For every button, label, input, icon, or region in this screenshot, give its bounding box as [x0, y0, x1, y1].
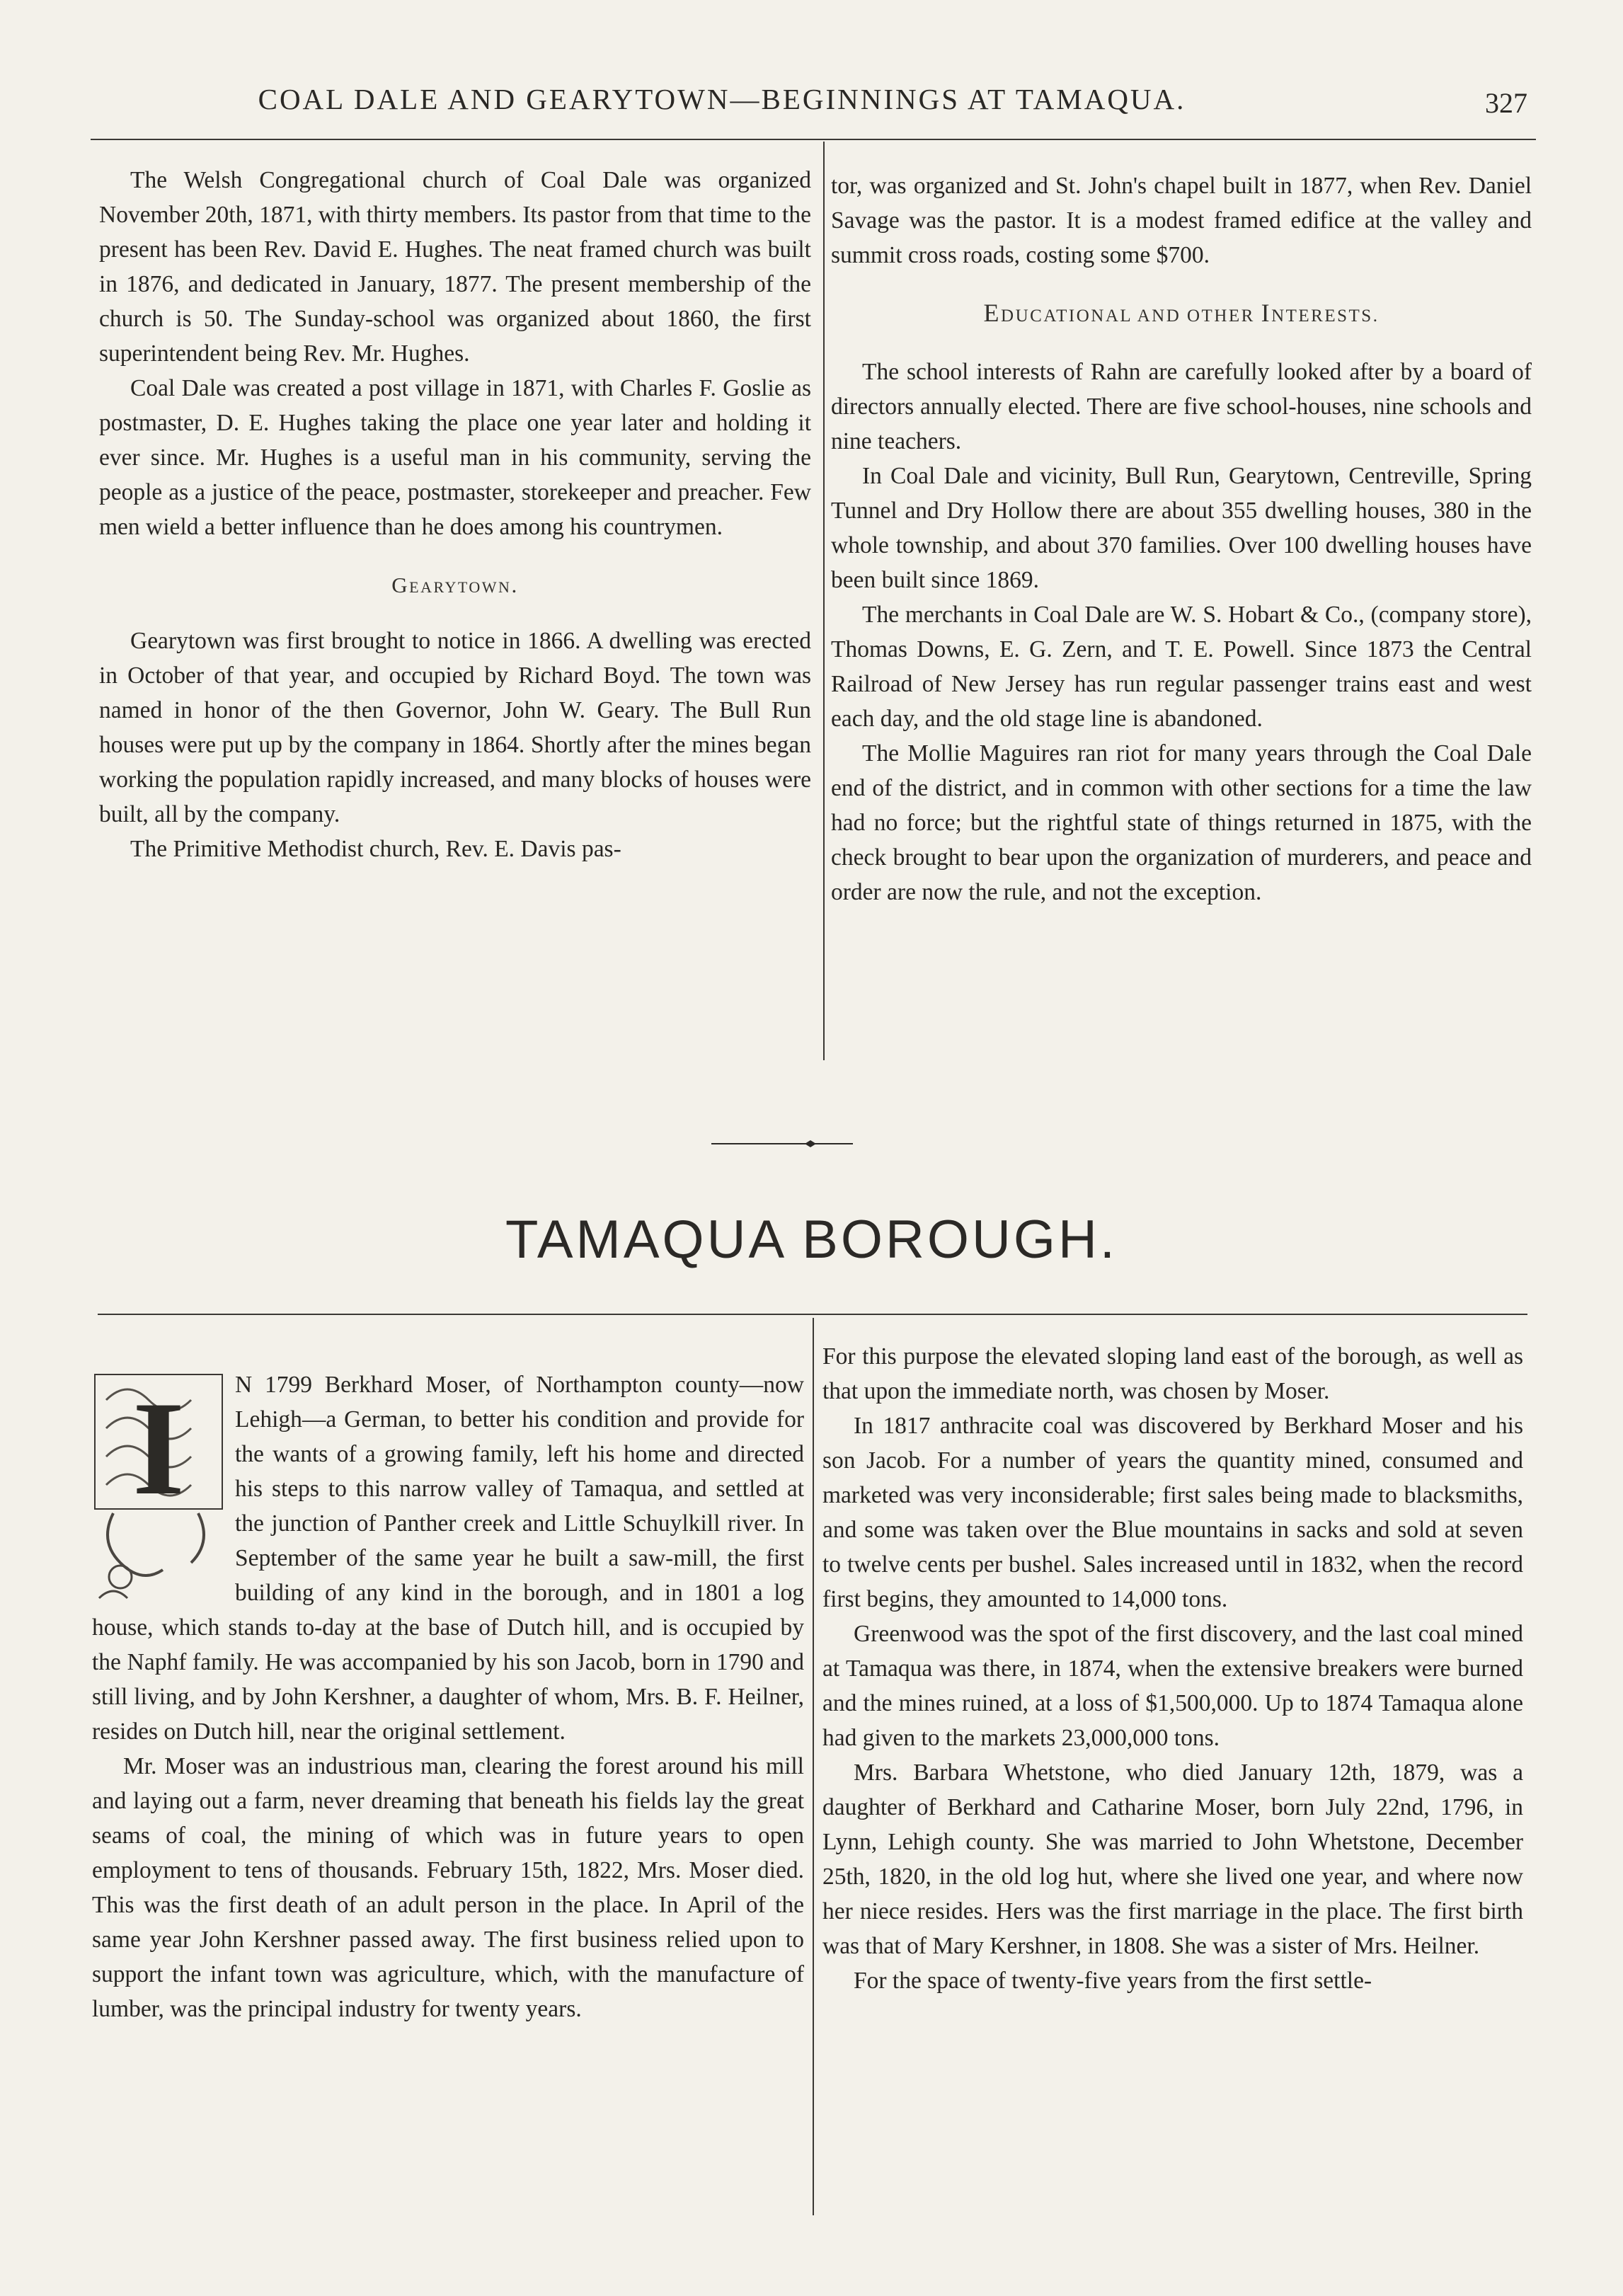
top-column-divider: [823, 142, 825, 1060]
paragraph: In Coal Dale and vicinity, Bull Run, Gearytown, Centreville, Spring Tunnel and Dry Hollow there are about 355 dwelling houses, 380 in the whole township, and about 370 families. Over 100 dwelling houses have been built since 1869.: [831, 463, 1532, 593]
header-rule: [91, 139, 1536, 140]
paragraph: The merchants in Coal Dale are W. S. Hobart & Co., (company store), Thomas Downs, E. G. Zern, and T. E. Powell. Since 1873 the Central Railroad of New Jersey has run regular passenger trains east and west each day, and the old stage line is abandoned.: [831, 602, 1532, 732]
paragraph: The Mollie Maguires ran riot for many years through the Coal Dale end of the district, and in common with other sections for a time the law had no force; but the rightful state of things returned in 1875, with the check brought to bear upon the organization of murderers, and peace and order are now the rule, and not the exception.: [831, 740, 1532, 905]
paragraph: Greenwood was the spot of the first discovery, and the last coal mined at Tamaqua was there, in 1874, when the extensive breakers were burned and the mines ruined, at a loss of $1,500,000. Up to 1874 Tamaqua alone had given to the markets 23,000,000 tons.: [822, 1621, 1523, 1751]
paragraph: Gearytown was first brought to notice in 1866. A dwelling was erected in October of that year, and occupied by Richard Boyd. The town was named in honor of the then Governor, John W. Geary. The Bull Run houses were put up by the company in 1864. Shortly after the mines began working the population rapidly increased, and many blocks of houses were built, all by the company.: [99, 628, 811, 827]
title-rule: [98, 1314, 1527, 1315]
running-head: COAL DALE AND GEARYTOWN—BEGINNINGS AT TAMAQUA.: [258, 83, 1186, 115]
paragraph: For the space of twenty-five years from the first settle-: [854, 1968, 1372, 1994]
paragraph: N 1799 Berkhard Moser, of Northampton county—now Lehigh—a German, to better his condition and provide for the wants of a growing family, left his home and directed his steps to this narrow valley of Tamaqua, and settled at the junction of Panther creek and Little Schuylkill river. In September of the same year he built a saw-mill, the first building of any kind in the borough, and in 1801 a log house, which stands to-day at the base of Dutch hill, and is occupied by the Naphf family. He was accompanied by his son Jacob, born in 1790 and still living, and by John Kershner, a daughter of whom, Mrs. B. F. Heilner, resides on Dutch hill, near the original settlement.: [92, 1372, 804, 1745]
paragraph: Coal Dale was created a post village in 1871, with Charles F. Goslie as postmaster, D. E. Hughes taking the place one year later and holding it ever since. Mr. Hughes is a useful man in his community, serving the people as a justice of the peace, postmaster, storekeeper and preacher. Few men wield a better influence than he does among his countrymen.: [99, 375, 811, 540]
paragraph: The Welsh Congregational church of Coal Dale was organized November 20th, 1871, with thirty members. Its pastor from that time to the present has been Rev. David E. Hughes. The neat framed church was built in 1876, and dedicated in January, 1877. The present membership of the church is 50. The Sunday-school was organized about 1860, the first superintendent being Rev. Mr. Hughes.: [99, 167, 811, 367]
paragraph: In 1817 anthracite coal was discovered by Berkhard Moser and his son Jacob. For a number of years the quantity mined, consumed and marketed was very inconsiderable; first sales being made to blacksmiths, and some was taken over the Blue mountains in sacks and sold at seven to twelve cents per bushel. Sales increased until in 1832, when the record first begins, they amounted to 14,000 tons.: [822, 1413, 1523, 1612]
subheading-educational: [831, 296, 1532, 333]
paragraph: tor, was organized and St. John's chapel built in 1877, when Rev. Daniel Savage was the pastor. It is a modest framed edifice at the valley and summit cross roads, costing some $700.: [831, 173, 1532, 268]
section-ornament: [711, 1140, 853, 1148]
top-left-column: [99, 163, 811, 866]
paragraph: The school interests of Rahn are carefully looked after by a board of directors annually elected. There are five school-houses, nine schools and nine teachers.: [831, 359, 1532, 454]
svg-text:I: I: [132, 1374, 185, 1523]
paragraph: Mrs. Barbara Whetstone, who died January 12th, 1879, was a daughter of Berkhard and Catharine Moser, born July 22nd, 1796, in Lynn, Lehigh county. She was married to John Whetstone, December 25th, 1820, in the old log hut, where she lived one year, and where now her niece resides. Hers was the first marriage in the place. The first birth was that of Mary Kershner, in 1808. She was a sister of Mrs. Heilner.: [822, 1760, 1523, 1959]
drop-cap-i-icon: [92, 1372, 225, 1609]
subheading-text: DUCATIONAL AND OTHER: [1001, 306, 1261, 326]
paragraph: Mr. Moser was an industrious man, clearing the forest around his mill and laying out a farm, never dreaming that beneath his fields lay the great seams of coal, the mining of which was in future years to open employment to tens of thousands. February 15th, 1822, Mrs. Moser died. This was the first death of an adult person in the place. In April of the same year John Kershner passed away. The first business relied upon to support the infant town was agriculture, which, with the manufacture of lumber, was the principal industry for twenty years.: [92, 1753, 804, 2022]
page-header: [0, 76, 1623, 126]
subheading-gearytown: Gearytown.: [391, 573, 519, 597]
section-title: TAMAQUA BOROUGH.: [505, 1210, 1118, 1270]
paragraph: For this purpose the elevated sloping land east of the borough, as well as that upon the immediate north, was chosen by Moser.: [822, 1343, 1523, 1404]
subheading-initial: E: [983, 299, 1002, 327]
paragraph: The Primitive Methodist church, Rev. E. Davis pas-: [130, 836, 621, 862]
top-right-column: [831, 168, 1532, 909]
bottom-left-column: [92, 1367, 804, 2026]
page-number: 327: [1485, 87, 1527, 119]
subheading-text: NTERESTS.: [1271, 306, 1380, 326]
subheading-initial: I: [1261, 299, 1272, 327]
bottom-column-divider: [813, 1318, 814, 2215]
bottom-right-column: [822, 1339, 1523, 1998]
